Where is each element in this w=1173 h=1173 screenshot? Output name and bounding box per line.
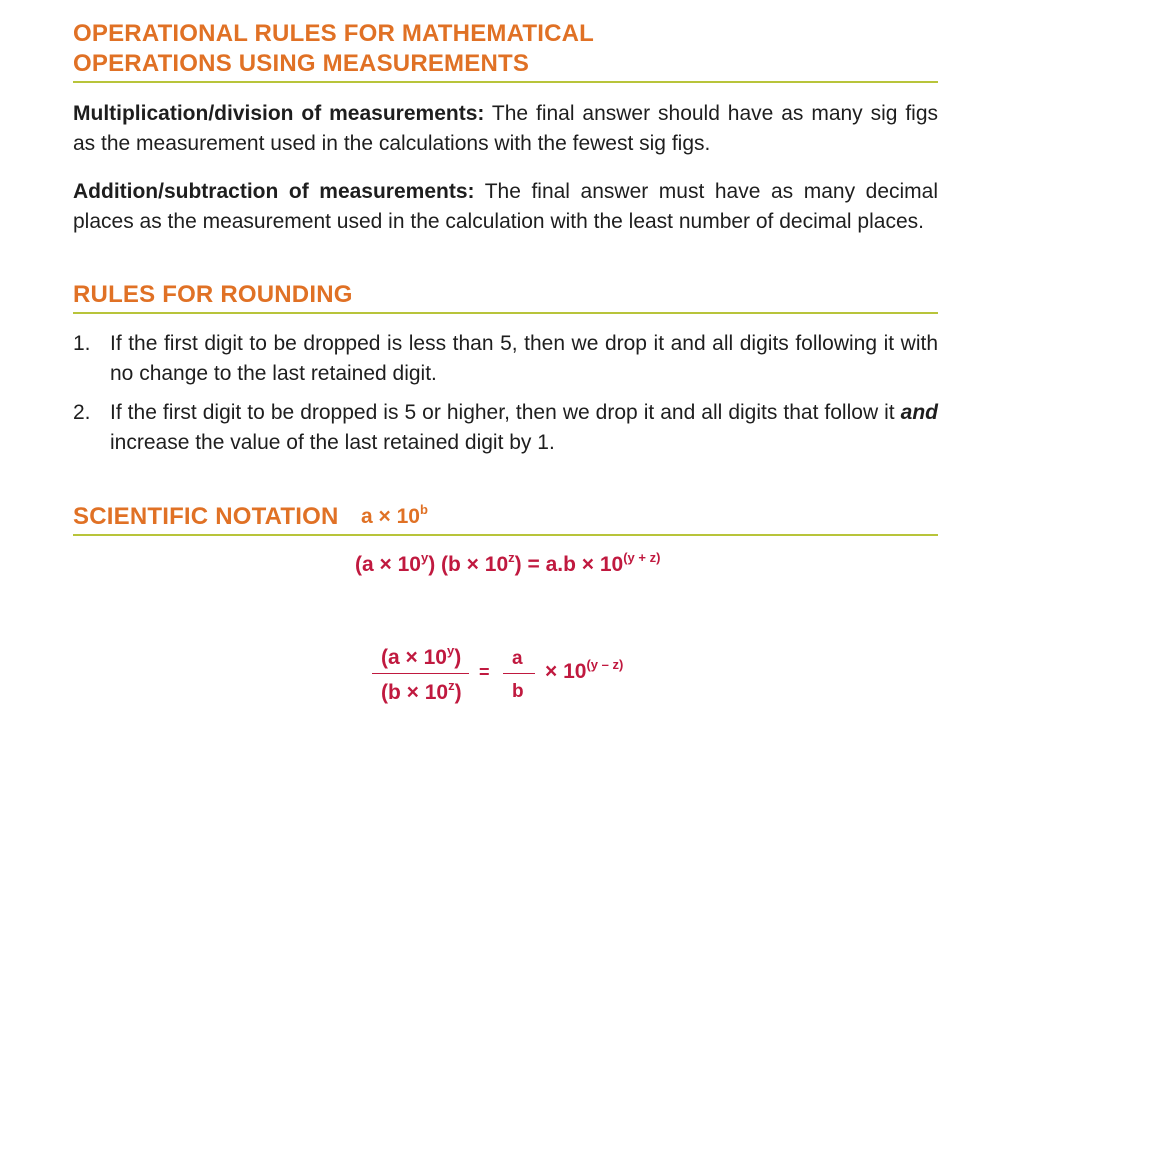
addition-rule	[73, 177, 938, 237]
div-result-base: × 10	[545, 660, 587, 683]
rounding-rules-title: RULES FOR ROUNDING	[73, 281, 353, 308]
list-item	[73, 398, 938, 458]
mult-exp1: y	[420, 550, 429, 565]
division-denominator	[381, 678, 462, 705]
fraction-bar	[503, 673, 535, 674]
list-item-number: 2.	[73, 401, 91, 424]
div-denominator-base: (b × 10	[381, 681, 449, 704]
list-item-text-before: If the first digit to be dropped is 5 or higher, then we drop it and all digits that follow it	[110, 401, 901, 424]
div-numerator-base: (a × 10	[381, 646, 447, 669]
list-item-text	[110, 398, 938, 458]
fraction2-numerator: a	[512, 648, 523, 669]
fraction-bar	[372, 673, 469, 674]
div-numerator-close: )	[454, 646, 462, 669]
div-result-exp: (y – z)	[586, 657, 624, 672]
section-divider	[73, 312, 938, 314]
scientific-notation-title: SCIENTIFIC NOTATION	[73, 503, 339, 530]
mult-part2: ) (b × 10	[428, 553, 509, 576]
multiplication-rule-text: The final answer should have as many sig figs as the measurement used in the calculations with the fewest sig figs.	[73, 102, 939, 155]
multiplication-rule-label: Multiplication/division of measurements:	[73, 102, 485, 125]
scientific-notation-form	[361, 502, 428, 529]
division-equals: =	[479, 662, 490, 682]
multiplication-rule	[73, 99, 938, 159]
div-denominator-close: )	[454, 681, 462, 704]
section-divider	[73, 534, 938, 536]
multiplication-formula	[355, 550, 661, 577]
fraction2-denominator: b	[512, 681, 524, 702]
mult-exp2: z	[508, 550, 515, 565]
list-item-number: 1.	[73, 332, 91, 355]
addition-rule-label: Addition/subtraction of measurements:	[73, 180, 475, 203]
list-item-text: If the first digit to be dropped is less than 5, then we drop it and all digits following it with no change to the last retained digit.	[110, 332, 938, 385]
list-item-emphasis: and	[900, 401, 938, 424]
operational-rules-title-line2: OPERATIONS USING MEASUREMENTS	[73, 50, 530, 77]
form-base: a × 10	[361, 505, 420, 528]
operational-rules-title	[73, 19, 594, 79]
operational-rules-title-line1: OPERATIONAL RULES FOR MATHEMATICAL	[73, 20, 594, 47]
division-numerator	[381, 643, 462, 670]
mult-part1: (a × 10	[355, 553, 421, 576]
form-exponent: b	[419, 502, 428, 517]
section-divider	[73, 81, 938, 83]
list-item-text-after: increase the value of the last retained digit by 1.	[110, 431, 555, 454]
mult-part3: ) = a.b × 10	[514, 553, 624, 576]
div-denominator-exp: z	[448, 678, 455, 693]
list-item	[73, 329, 938, 389]
div-numerator-exp: y	[446, 643, 455, 658]
division-result	[545, 657, 624, 684]
mult-exp3: (y + z)	[623, 550, 661, 565]
addition-rule-text: The final answer must have as many decimal places as the measurement used in the calculation with the least number of decimal places.	[73, 180, 939, 233]
